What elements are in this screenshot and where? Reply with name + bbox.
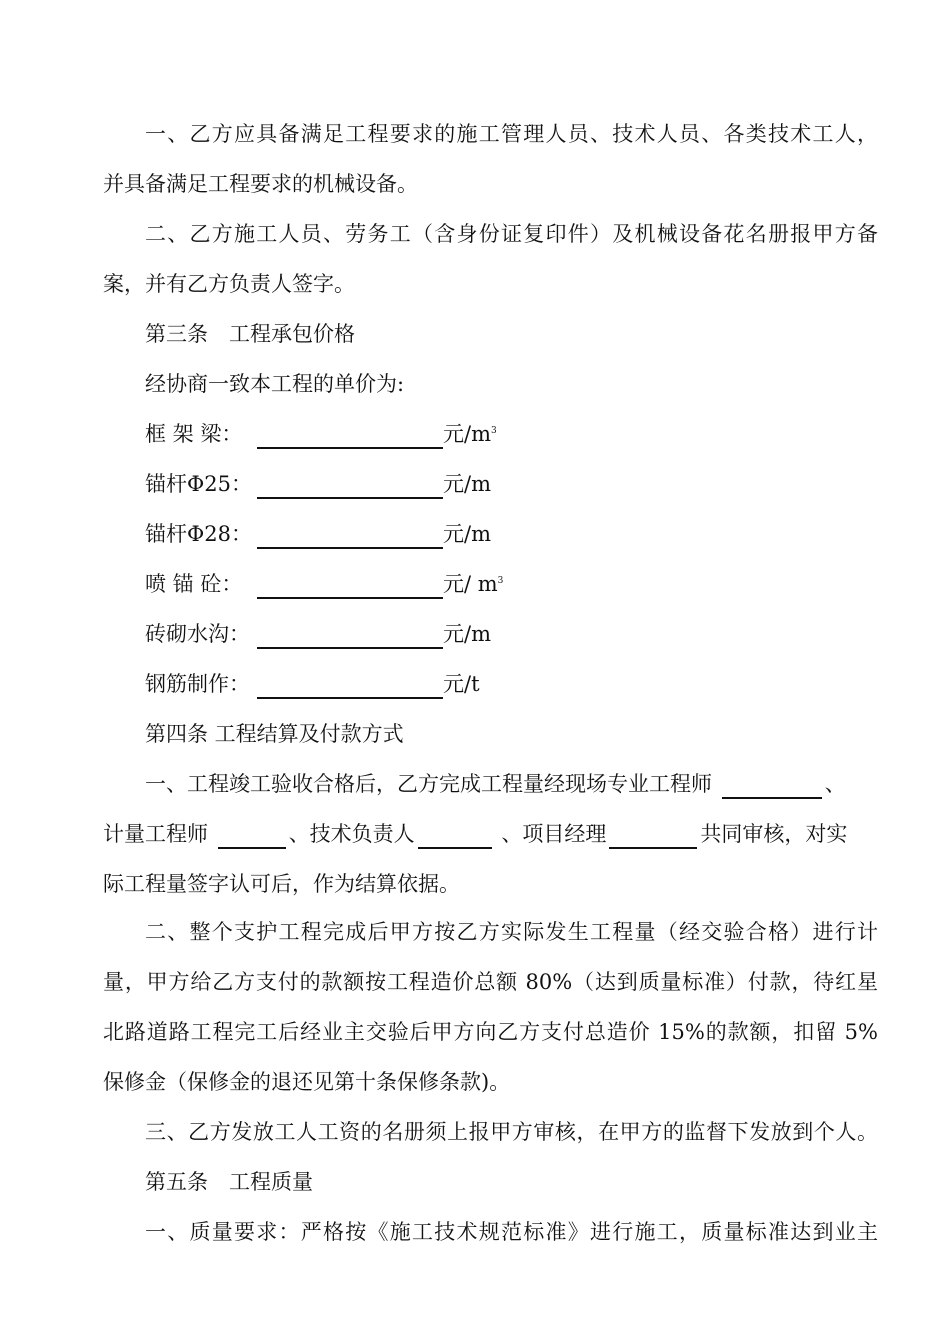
paragraph-payment-line-3: 北路道路工程完工后经业主交验后甲方向乙方支付总造价 15%的款额，扣留 5% [103,1020,878,1044]
price-row-brick-ditch [145,619,878,649]
paragraph-payment-line-4: 保修金（保修金的退还见第十条保修条款)。 [103,1070,511,1094]
paragraph-payment-line-1: 二、整个支护工程完成后甲方按乙方实际发生工程量（经交验合格）进行计 [145,920,878,944]
settlement-text: 计量工程师 [103,822,208,846]
project-manager-blank[interactable] [609,823,697,849]
article-5-heading: 第五条 工程质量 [145,1170,313,1194]
price-label: 锚杆Φ28： [145,522,252,546]
article-3-heading: 第三条 工程承包价格 [145,322,355,346]
paragraph-settlement-line-3: 际工程量签字认可后，作为结算依据。 [103,872,460,896]
price-unit: 元/m [443,622,491,646]
price-unit: 元/t [443,672,480,696]
price-unit: 元/m [443,472,491,496]
price-label: 钢筋制作： [145,672,250,696]
paragraph-staff-line-2: 并具备满足工程要求的机械设备。 [103,172,418,196]
price-blank[interactable] [257,473,443,499]
paragraph-staff-line-1: 一、乙方应具备满足工程要求的施工管理人员、技术人员、各类技术工人， [145,122,878,146]
paragraph-wages: 三、乙方发放工人工资的名册须上报甲方审核，在甲方的监督下发放到个人。 [145,1120,878,1144]
price-blank[interactable] [257,573,443,599]
settlement-text: 、项目经理 [501,822,607,846]
price-unit: 元/m [443,422,491,446]
paragraph-payment-line-2: 量，甲方给乙方支付的款额按工程造价总额 80%（达到质量标准）付款，待红星 [103,970,878,994]
article-4-heading: 第四条 工程结算及付款方式 [145,722,404,746]
price-row-anchor-28 [145,519,878,549]
price-row-rebar [145,669,878,699]
price-unit: 元/m [443,522,491,546]
price-blank[interactable] [257,423,443,449]
paragraph-quality-line-1: 一、质量要求：严格按《施工技术规范标准》进行施工，质量标准达到业主 [145,1220,878,1244]
price-blank[interactable] [257,673,443,699]
paragraph-settlement-line-1 [145,769,878,799]
engineer-signature-blank[interactable] [722,773,822,799]
technical-lead-blank[interactable] [418,823,492,849]
settlement-text: 一、工程竣工验收合格后，乙方完成工程量经现场专业工程师 [145,772,712,796]
price-label: 框 架 梁： [145,422,243,446]
unit-superscript: 3 [491,426,497,436]
settlement-text: 、 [824,772,846,796]
settlement-text: 、技术负责人 [288,822,415,846]
price-row-frame-beam [145,419,878,449]
price-blank[interactable] [257,523,443,549]
price-label: 喷 锚 砼： [145,572,243,596]
price-blank[interactable] [257,623,443,649]
price-row-anchor-25 [145,469,878,499]
price-label: 锚杆Φ25： [145,472,252,496]
unit-price-intro: 经协商一致本工程的单价为: [145,372,405,396]
unit-superscript: 3 [497,576,504,586]
settlement-text: 共同审核，对实 [700,822,848,846]
price-row-shotcrete [145,569,878,599]
measurement-engineer-blank[interactable] [218,823,286,849]
paragraph-roster-line-2: 案，并有乙方负责人签字。 [103,272,355,296]
paragraph-settlement-line-2 [103,819,878,849]
price-unit: 元/ m [443,572,498,596]
price-label: 砖砌水沟： [145,622,250,646]
paragraph-roster-line-1: 二、乙方施工人员、劳务工（含身份证复印件）及机械设备花名册报甲方备 [145,222,878,246]
